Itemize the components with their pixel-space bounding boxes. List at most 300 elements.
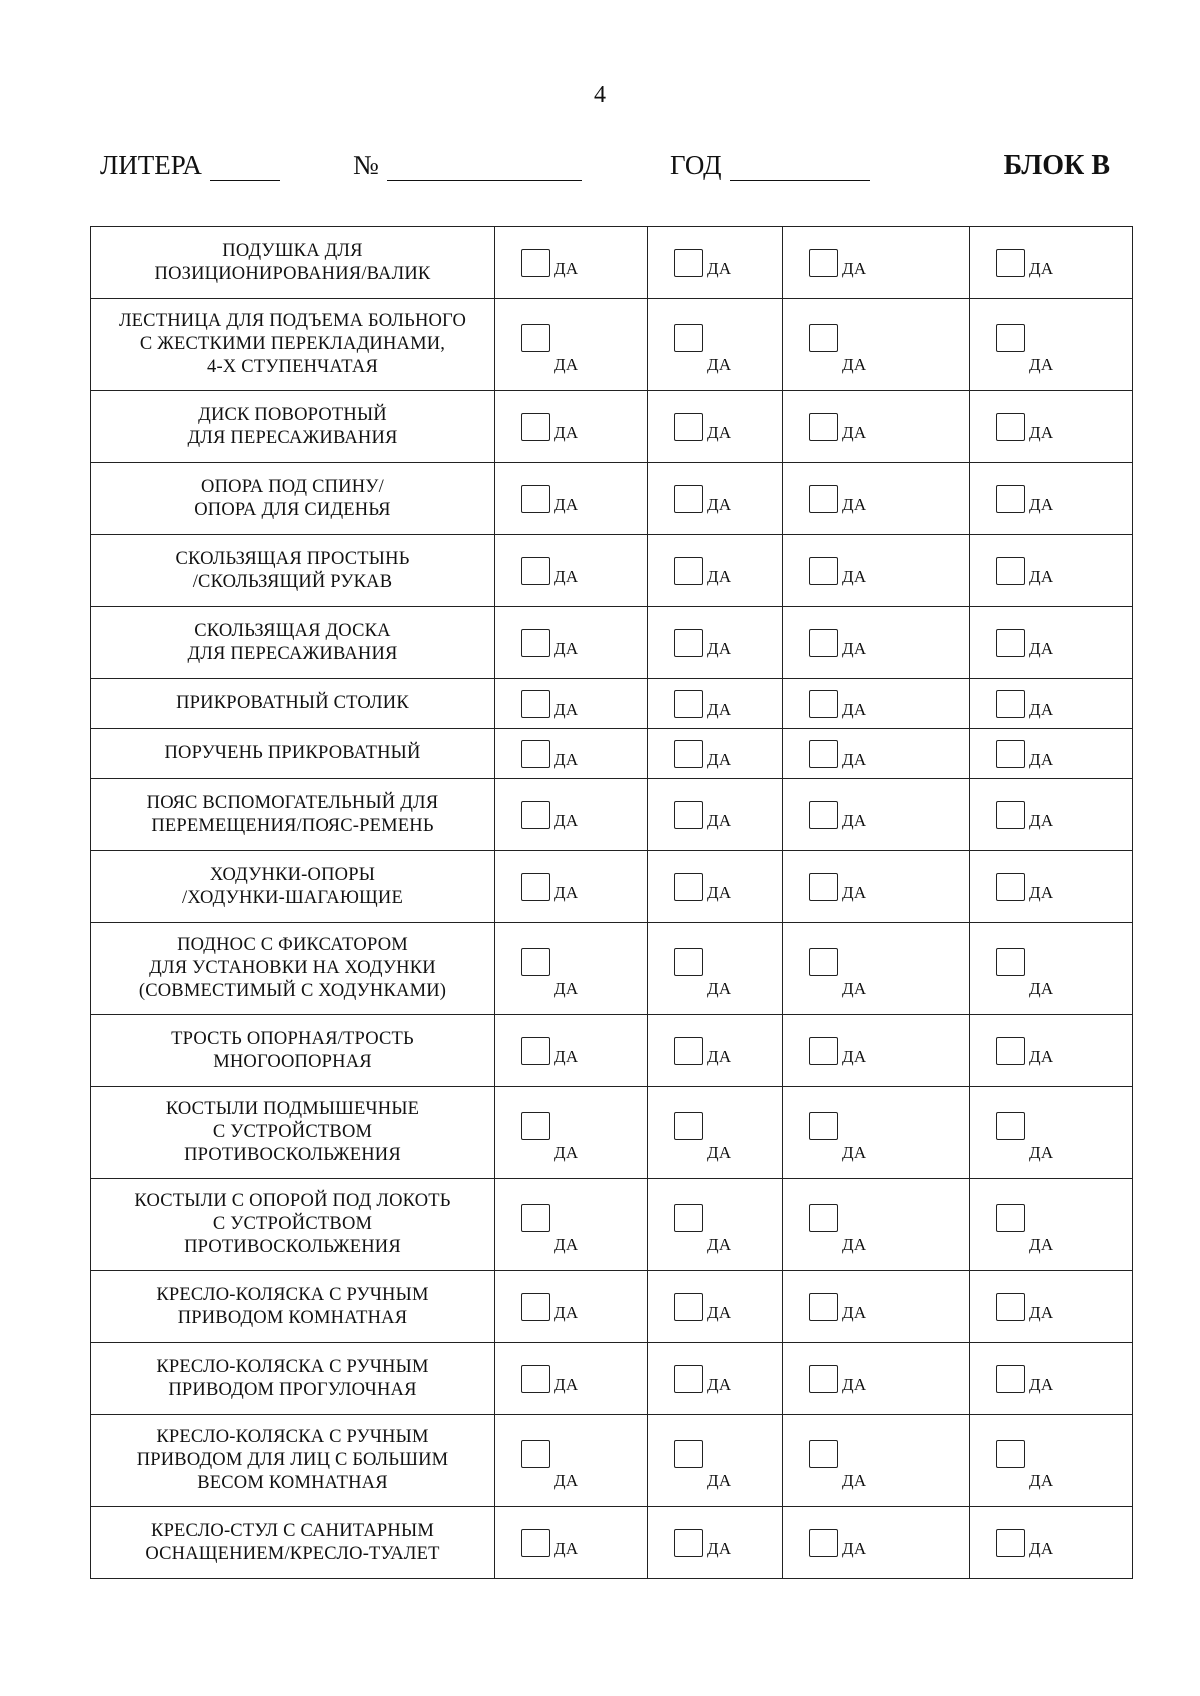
yes-checkbox-group[interactable] (495, 1104, 647, 1161)
item-name-line: ОСНАЩЕНИЕМ/КРЕСЛО-ТУАЛЕТ (145, 1543, 440, 1564)
item-name-line: ВЕСОМ КОМНАТНАЯ (197, 1473, 388, 1493)
answer-cell (648, 679, 783, 729)
yes-checkbox-group[interactable] (783, 316, 969, 373)
yes-checkbox[interactable] (674, 873, 703, 901)
yes-label: ДА (554, 258, 579, 278)
yes-checkbox-group[interactable] (970, 801, 1132, 829)
yes-label: ДА (707, 1538, 732, 1558)
yes-label: ДА (707, 749, 732, 769)
yes-checkbox-group[interactable] (648, 801, 782, 829)
item-name-line: КРЕСЛО-КОЛЯСКА С РУЧНЫМ (156, 1284, 429, 1305)
yes-checkbox-group[interactable] (648, 940, 782, 997)
yes-checkbox-group[interactable] (970, 740, 1132, 768)
answer-cell (783, 679, 970, 729)
yes-checkbox[interactable] (674, 249, 703, 277)
yes-checkbox[interactable] (996, 413, 1025, 441)
yes-checkbox[interactable] (996, 948, 1025, 976)
answer-cell (495, 779, 648, 851)
yes-label: ДА (1029, 749, 1054, 769)
yes-checkbox-group[interactable] (648, 690, 782, 718)
yes-checkbox-group[interactable] (970, 1196, 1132, 1253)
yes-label: ДА (842, 638, 867, 658)
yes-checkbox[interactable] (809, 1037, 838, 1065)
yes-label: ДА (554, 810, 579, 830)
yes-checkbox-group[interactable] (495, 1432, 647, 1489)
yes-checkbox[interactable] (674, 740, 703, 768)
item-name-cell (91, 1507, 495, 1579)
item-name-line: ДЛЯ ПЕРЕСАЖИВАНИЯ (187, 427, 398, 448)
table-row (91, 227, 1133, 299)
item-name-cell (91, 1343, 495, 1415)
yes-checkbox-group[interactable] (970, 485, 1132, 513)
yes-checkbox-group[interactable] (783, 485, 969, 513)
answer-cell (495, 1179, 648, 1271)
yes-label: ДА (554, 1538, 579, 1558)
yes-checkbox[interactable] (521, 1293, 550, 1321)
yes-label: ДА (554, 1046, 579, 1066)
yes-checkbox[interactable] (996, 1529, 1025, 1557)
answer-cell (648, 779, 783, 851)
yes-checkbox-group[interactable] (970, 873, 1132, 901)
yes-checkbox[interactable] (809, 324, 838, 352)
answer-cell (970, 1271, 1133, 1343)
year-label: ГОД (670, 150, 722, 180)
yes-checkbox-group[interactable] (495, 873, 647, 901)
yes-checkbox[interactable] (674, 1293, 703, 1321)
yes-checkbox[interactable] (521, 690, 550, 718)
yes-checkbox-group[interactable] (970, 690, 1132, 718)
yes-label: ДА (842, 355, 867, 374)
yes-checkbox-group[interactable] (495, 690, 647, 718)
number-blank[interactable] (387, 154, 582, 181)
yes-label: ДА (842, 1538, 867, 1558)
yes-checkbox-group[interactable] (783, 557, 969, 585)
yes-label: ДА (1029, 566, 1054, 586)
answer-cell (495, 535, 648, 607)
yes-label: ДА (707, 355, 732, 374)
yes-checkbox-group[interactable] (648, 1196, 782, 1253)
block-title: БЛОК В (1003, 150, 1110, 181)
yes-checkbox-group[interactable] (495, 249, 647, 277)
yes-checkbox[interactable] (996, 485, 1025, 513)
table-row (91, 1179, 1133, 1271)
yes-checkbox[interactable] (809, 557, 838, 585)
yes-label: ДА (1029, 638, 1054, 658)
yes-checkbox[interactable] (809, 629, 838, 657)
answer-cell (783, 851, 970, 923)
yes-checkbox[interactable] (674, 1529, 703, 1557)
yes-checkbox-group[interactable] (495, 1037, 647, 1065)
yes-label: ДА (1029, 1471, 1054, 1490)
answer-cell (970, 463, 1133, 535)
yes-label: ДА (554, 749, 579, 769)
item-name-cell (91, 779, 495, 851)
yes-label: ДА (554, 1235, 579, 1254)
yes-label: ДА (554, 699, 579, 719)
table-row (91, 851, 1133, 923)
item-name-line: ПРИВОДОМ ДЛЯ ЛИЦ С БОЛЬШИМ (136, 1450, 449, 1470)
item-name-line: СКОЛЬЗЯЩАЯ ДОСКА (194, 620, 391, 641)
yes-checkbox[interactable] (996, 324, 1025, 352)
item-name-cell (91, 851, 495, 923)
yes-checkbox-group[interactable] (783, 1196, 969, 1253)
answer-cell (648, 299, 783, 391)
yes-label: ДА (842, 1143, 867, 1162)
yes-checkbox[interactable] (809, 485, 838, 513)
yes-checkbox[interactable] (521, 1037, 550, 1065)
yes-label: ДА (554, 1143, 579, 1162)
yes-checkbox[interactable] (996, 1112, 1025, 1140)
answer-cell (648, 391, 783, 463)
yes-checkbox[interactable] (674, 557, 703, 585)
yes-checkbox[interactable] (996, 740, 1025, 768)
yes-checkbox[interactable] (996, 629, 1025, 657)
table-row (91, 729, 1133, 779)
yes-checkbox-group[interactable] (783, 629, 969, 657)
yes-checkbox[interactable] (809, 690, 838, 718)
answer-cell (783, 1015, 970, 1087)
item-name-line: 4-Х СТУПЕНЧАТАЯ (207, 357, 378, 377)
yes-checkbox[interactable] (809, 801, 838, 829)
yes-checkbox[interactable] (809, 873, 838, 901)
answer-cell (970, 1179, 1133, 1271)
answer-cell (783, 1415, 970, 1507)
item-name-line: /СКОЛЬЗЯЩИЙ РУКАВ (192, 571, 393, 592)
answer-cell (783, 227, 970, 299)
yes-checkbox-group[interactable] (648, 413, 782, 441)
yes-checkbox[interactable] (674, 485, 703, 513)
year-blank[interactable] (730, 154, 870, 181)
yes-checkbox-group[interactable] (495, 1529, 647, 1557)
yes-label: ДА (842, 749, 867, 769)
yes-checkbox[interactable] (809, 1529, 838, 1557)
yes-checkbox[interactable] (996, 801, 1025, 829)
yes-checkbox[interactable] (674, 324, 703, 352)
yes-checkbox[interactable] (809, 740, 838, 768)
number-field[interactable] (353, 150, 582, 181)
yes-checkbox-group[interactable] (970, 1529, 1132, 1557)
yes-checkbox-group[interactable] (648, 1529, 782, 1557)
answer-cell (783, 607, 970, 679)
answer-cell (648, 1271, 783, 1343)
yes-label: ДА (842, 882, 867, 902)
item-name-cell (91, 1271, 495, 1343)
yes-checkbox-group[interactable] (648, 740, 782, 768)
yes-label: ДА (842, 1235, 867, 1254)
yes-checkbox[interactable] (521, 873, 550, 901)
table-row (91, 1415, 1133, 1507)
yes-checkbox-group[interactable] (970, 1104, 1132, 1161)
item-name-line: ПРИВОДОМ КОМНАТНАЯ (177, 1307, 408, 1328)
yes-checkbox[interactable] (521, 485, 550, 513)
yes-checkbox-group[interactable] (970, 629, 1132, 657)
yes-checkbox-group[interactable] (495, 1196, 647, 1253)
yes-checkbox[interactable] (809, 413, 838, 441)
item-name-line: ОПОРА ДЛЯ СИДЕНЬЯ (194, 499, 391, 520)
yes-checkbox[interactable] (809, 249, 838, 277)
answer-cell (495, 227, 648, 299)
answer-cell (970, 1507, 1133, 1579)
yes-checkbox-group[interactable] (783, 801, 969, 829)
answer-cell (783, 1179, 970, 1271)
answer-cell (783, 299, 970, 391)
yes-label: ДА (707, 699, 732, 719)
yes-checkbox[interactable] (996, 1365, 1025, 1393)
yes-checkbox[interactable] (521, 1529, 550, 1557)
item-name-line: ПРИКРОВАТНЫЙ СТОЛИК (176, 693, 409, 713)
yes-checkbox[interactable] (996, 1293, 1025, 1321)
yes-checkbox[interactable] (809, 1365, 838, 1393)
yes-checkbox[interactable] (521, 740, 550, 768)
yes-label: ДА (1029, 1046, 1054, 1066)
answer-cell (495, 391, 648, 463)
answer-cell (648, 227, 783, 299)
yes-checkbox-group[interactable] (970, 1293, 1132, 1321)
yes-label: ДА (842, 1302, 867, 1322)
yes-checkbox-group[interactable] (970, 1365, 1132, 1393)
item-name-line: ПОРУЧЕНЬ ПРИКРОВАТНЫЙ (164, 743, 421, 763)
yes-checkbox[interactable] (674, 1112, 703, 1140)
yes-checkbox[interactable] (996, 1204, 1025, 1232)
answer-cell (970, 679, 1133, 729)
yes-label: ДА (707, 1471, 732, 1490)
answer-cell (648, 463, 783, 535)
yes-label: ДА (1029, 1302, 1054, 1322)
yes-label: ДА (554, 566, 579, 586)
yes-label: ДА (842, 422, 867, 442)
yes-checkbox[interactable] (996, 1037, 1025, 1065)
answer-cell (648, 1015, 783, 1087)
item-name-line: ХОДУНКИ-ОПОРЫ (209, 864, 376, 885)
yes-label: ДА (1029, 494, 1054, 514)
answer-cell (970, 923, 1133, 1015)
yes-label: ДА (554, 1374, 579, 1394)
yes-checkbox[interactable] (674, 1204, 703, 1232)
yes-checkbox-group[interactable] (495, 557, 647, 585)
yes-checkbox[interactable] (674, 1440, 703, 1468)
yes-checkbox-group[interactable] (783, 1432, 969, 1489)
answer-cell (970, 535, 1133, 607)
yes-checkbox-group[interactable] (648, 249, 782, 277)
item-name-line: ПРОТИВОСКОЛЬЖЕНИЯ (184, 1145, 401, 1165)
yes-checkbox-group[interactable] (783, 413, 969, 441)
yes-label: ДА (707, 810, 732, 830)
yes-checkbox-group[interactable] (495, 1293, 647, 1321)
yes-checkbox-group[interactable] (970, 413, 1132, 441)
yes-label: ДА (1029, 1143, 1054, 1162)
yes-label: ДА (842, 1374, 867, 1394)
yes-label: ДА (707, 422, 732, 442)
item-name-line: ПЕРЕМЕЩЕНИЯ/ПОЯС-РЕМЕНЬ (151, 815, 434, 836)
yes-checkbox[interactable] (674, 948, 703, 976)
yes-checkbox-group[interactable] (648, 557, 782, 585)
yes-checkbox[interactable] (521, 324, 550, 352)
item-name-line: КОСТЫЛИ ПОДМЫШЕЧНЫЕ (165, 1099, 420, 1119)
yes-checkbox[interactable] (521, 801, 550, 829)
table-row (91, 1507, 1133, 1579)
yes-checkbox-group[interactable] (648, 629, 782, 657)
yes-checkbox-group[interactable] (970, 1432, 1132, 1489)
yes-label: ДА (842, 699, 867, 719)
answer-cell (970, 851, 1133, 923)
yes-checkbox[interactable] (521, 629, 550, 657)
answer-cell (495, 463, 648, 535)
yes-checkbox-group[interactable] (970, 557, 1132, 585)
yes-checkbox-group[interactable] (783, 940, 969, 997)
yes-checkbox-group[interactable] (495, 413, 647, 441)
litera-field[interactable] (100, 150, 280, 181)
yes-checkbox-group[interactable] (648, 1104, 782, 1161)
yes-label: ДА (842, 1471, 867, 1490)
yes-checkbox-group[interactable] (970, 316, 1132, 373)
answer-cell (970, 1015, 1133, 1087)
yes-checkbox-group[interactable] (648, 1293, 782, 1321)
item-name-cell (91, 607, 495, 679)
page-number: 4 (594, 82, 606, 108)
yes-checkbox-group[interactable] (783, 740, 969, 768)
item-name-cell (91, 1415, 495, 1507)
item-name-line: ПРИВОДОМ ПРОГУЛОЧНАЯ (168, 1379, 417, 1400)
yes-checkbox[interactable] (809, 1293, 838, 1321)
item-name-line: ОПОРА ПОД СПИНУ/ (201, 476, 384, 497)
item-name-line: ПОДНОС С ФИКСАТОРОМ (177, 935, 408, 955)
yes-checkbox[interactable] (809, 1440, 838, 1468)
answer-cell (783, 923, 970, 1015)
yes-checkbox-group[interactable] (648, 316, 782, 373)
answer-cell (970, 1343, 1133, 1415)
yes-checkbox-group[interactable] (495, 940, 647, 997)
yes-checkbox[interactable] (521, 948, 550, 976)
yes-checkbox-group[interactable] (495, 1365, 647, 1393)
yes-label: ДА (842, 494, 867, 514)
yes-checkbox[interactable] (809, 1204, 838, 1232)
yes-label: ДА (1029, 1538, 1054, 1558)
yes-checkbox[interactable] (809, 1112, 838, 1140)
yes-checkbox-group[interactable] (783, 1104, 969, 1161)
yes-checkbox-group[interactable] (648, 873, 782, 901)
yes-checkbox[interactable] (521, 1112, 550, 1140)
yes-checkbox-group[interactable] (783, 1037, 969, 1065)
yes-checkbox-group[interactable] (648, 1432, 782, 1489)
answer-cell (495, 729, 648, 779)
yes-checkbox-group[interactable] (495, 485, 647, 513)
yes-checkbox[interactable] (521, 1440, 550, 1468)
yes-checkbox[interactable] (674, 629, 703, 657)
item-name-line: ДЛЯ УСТАНОВКИ НА ХОДУНКИ (149, 958, 436, 978)
yes-checkbox[interactable] (996, 249, 1025, 277)
answer-cell (648, 923, 783, 1015)
yes-label: ДА (707, 1046, 732, 1066)
yes-checkbox-group[interactable] (648, 1037, 782, 1065)
yes-label: ДА (554, 355, 579, 374)
yes-label: ДА (554, 494, 579, 514)
answer-cell (495, 1415, 648, 1507)
item-name-cell (91, 1087, 495, 1179)
table-row (91, 923, 1133, 1015)
answer-cell (648, 729, 783, 779)
answer-cell (783, 1343, 970, 1415)
yes-label: ДА (707, 1143, 732, 1162)
yes-checkbox[interactable] (996, 690, 1025, 718)
yes-checkbox[interactable] (521, 249, 550, 277)
answer-cell (495, 923, 648, 1015)
table-row (91, 1271, 1133, 1343)
yes-checkbox-group[interactable] (495, 316, 647, 373)
answer-cell (495, 679, 648, 729)
item-name-cell (91, 227, 495, 299)
yes-checkbox-group[interactable] (970, 249, 1132, 277)
answer-cell (495, 1507, 648, 1579)
yes-checkbox-group[interactable] (970, 940, 1132, 997)
yes-label: ДА (1029, 810, 1054, 830)
item-name-line: КРЕСЛО-КОЛЯСКА С РУЧНЫМ (156, 1356, 429, 1377)
answer-cell (970, 391, 1133, 463)
yes-checkbox-group[interactable] (495, 740, 647, 768)
yes-checkbox-group[interactable] (783, 1365, 969, 1393)
table-row (91, 779, 1133, 851)
answer-cell (783, 1087, 970, 1179)
year-field[interactable] (670, 150, 870, 181)
yes-checkbox-group[interactable] (495, 801, 647, 829)
yes-checkbox[interactable] (674, 413, 703, 441)
answer-cell (783, 463, 970, 535)
yes-label: ДА (707, 882, 732, 902)
yes-checkbox-group[interactable] (495, 629, 647, 657)
table-row (91, 299, 1133, 391)
yes-checkbox[interactable] (521, 557, 550, 585)
yes-checkbox-group[interactable] (783, 690, 969, 718)
yes-checkbox[interactable] (996, 1440, 1025, 1468)
yes-checkbox-group[interactable] (783, 1529, 969, 1557)
item-name-line: КРЕСЛО-КОЛЯСКА С РУЧНЫМ (156, 1427, 429, 1447)
yes-checkbox[interactable] (809, 948, 838, 976)
yes-checkbox-group[interactable] (648, 485, 782, 513)
yes-checkbox[interactable] (674, 801, 703, 829)
yes-checkbox[interactable] (674, 1037, 703, 1065)
item-name-line: ПОЯС ВСПОМОГАТЕЛЬНЫЙ ДЛЯ (146, 792, 439, 813)
answer-cell (648, 607, 783, 679)
yes-label: ДА (1029, 1235, 1054, 1254)
yes-checkbox-group[interactable] (648, 1365, 782, 1393)
answer-cell (495, 851, 648, 923)
table-row (91, 463, 1133, 535)
answer-cell (495, 1271, 648, 1343)
answer-cell (970, 1415, 1133, 1507)
yes-checkbox-group[interactable] (970, 1037, 1132, 1065)
yes-checkbox[interactable] (521, 1365, 550, 1393)
yes-label: ДА (554, 422, 579, 442)
yes-label: ДА (842, 1046, 867, 1066)
litera-blank[interactable] (210, 154, 280, 181)
table-row (91, 1015, 1133, 1087)
yes-label: ДА (707, 566, 732, 586)
yes-checkbox-group[interactable] (783, 873, 969, 901)
yes-checkbox[interactable] (674, 690, 703, 718)
yes-checkbox[interactable] (996, 557, 1025, 585)
yes-checkbox[interactable] (521, 413, 550, 441)
yes-label: ДА (554, 882, 579, 902)
yes-checkbox-group[interactable] (783, 1293, 969, 1321)
item-name-cell (91, 299, 495, 391)
yes-checkbox-group[interactable] (783, 249, 969, 277)
yes-label: ДА (1029, 1374, 1054, 1394)
item-name-cell (91, 1179, 495, 1271)
yes-checkbox[interactable] (521, 1204, 550, 1232)
yes-label: ДА (1029, 979, 1054, 998)
yes-checkbox[interactable] (996, 873, 1025, 901)
yes-checkbox[interactable] (674, 1365, 703, 1393)
answer-cell (495, 299, 648, 391)
